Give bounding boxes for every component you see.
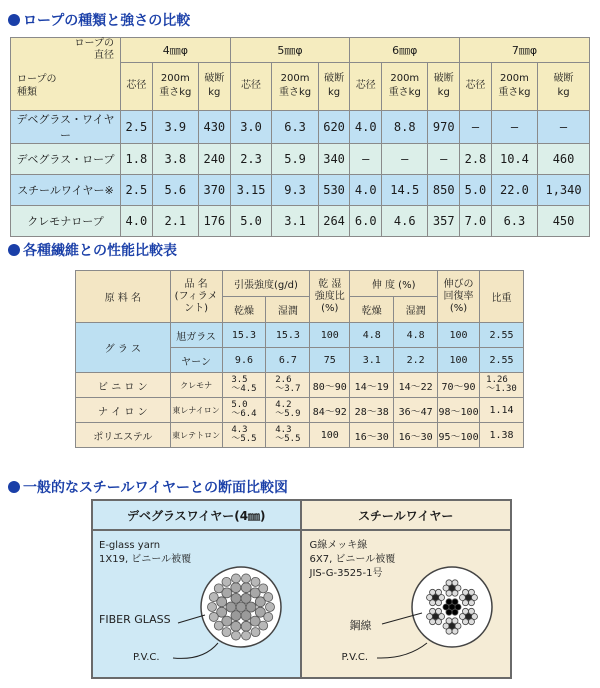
- value-cell: —: [350, 143, 382, 174]
- subheader-cell: 200m 重さkg: [382, 62, 428, 110]
- value-cell: 1.8: [121, 143, 153, 174]
- glass-wire-diagram: [93, 531, 303, 679]
- range-part: 〜1.30: [486, 384, 517, 394]
- value-cell: 3.0: [230, 110, 272, 143]
- range-part: 〜5.5: [275, 434, 301, 444]
- glass-strand: [259, 584, 268, 593]
- subheader-cell: 破断 kg: [428, 62, 460, 110]
- steel-wire: [452, 580, 458, 586]
- steel-core-label: 鋼線: [349, 619, 372, 632]
- glass-strand: [208, 603, 217, 612]
- value-cell: 1.14: [480, 398, 524, 423]
- header-product: 品 名 (フィラメント): [170, 271, 222, 323]
- glass-strand: [209, 612, 218, 621]
- glass-strand: [251, 628, 260, 637]
- steel-wire: [452, 628, 458, 634]
- glass-wire-line1: E-glass yarn: [99, 540, 161, 551]
- value-cell: 4.8: [394, 323, 438, 348]
- glass-strand: [264, 593, 273, 602]
- steel-wire: [468, 600, 474, 606]
- header-elong-dry: 乾燥: [350, 297, 394, 323]
- value-cell: 8.8: [382, 110, 428, 143]
- value-cell: 10.4: [491, 143, 537, 174]
- glass-strand: [266, 603, 275, 612]
- steel-wire: [435, 600, 441, 606]
- range-value: [231, 426, 256, 444]
- section2-heading: [8, 240, 177, 260]
- subheader-cell: 破断 kg: [198, 62, 230, 110]
- range-part: 〜4.5: [231, 384, 257, 394]
- value-cell: 3.15: [230, 174, 272, 205]
- range-cell: [222, 373, 266, 398]
- value-cell: 460: [538, 143, 590, 174]
- glass-strand: [231, 621, 241, 631]
- cross-section-figure: [91, 499, 512, 679]
- value-cell: 6.3: [272, 110, 318, 143]
- bullet-icon: [8, 481, 20, 493]
- range-part: 3.5: [231, 375, 248, 385]
- fiber-comparison-table: [75, 270, 524, 448]
- glass-strand: [241, 593, 251, 603]
- product-name: 旭ガラス: [170, 323, 222, 348]
- value-cell: 450: [538, 205, 590, 236]
- value-cell: 620: [318, 110, 350, 143]
- glass-strand: [231, 574, 240, 583]
- range-part: 〜6.4: [231, 409, 257, 419]
- glass-strand: [222, 628, 231, 637]
- value-cell: 70〜90: [438, 373, 480, 398]
- material-name: グ ラ ス: [76, 323, 171, 373]
- range-part: 1.26: [486, 375, 508, 385]
- glass-wire-panel: [93, 501, 302, 677]
- range-cell: [266, 423, 310, 448]
- steel-wire-diagram: [302, 531, 512, 679]
- steel-wire: [468, 608, 474, 614]
- range-value: [231, 376, 256, 394]
- range-cell: [480, 373, 524, 398]
- subheader-cell: 200m 重さkg: [272, 62, 318, 110]
- range-part: 〜5.9: [275, 409, 301, 419]
- section1-heading: [8, 10, 190, 30]
- value-cell: 22.0: [491, 174, 537, 205]
- header-recovery: 伸びの 回復率 (%): [438, 271, 480, 323]
- value-cell: —: [491, 110, 537, 143]
- section1-title: ロープの種類と強さの比較: [23, 13, 191, 29]
- subheader-cell: 芯径: [230, 62, 272, 110]
- value-cell: 6.7: [266, 348, 310, 373]
- value-cell: 2.2: [394, 348, 438, 373]
- steel-wire-title: スチールワイヤー: [302, 501, 511, 531]
- corner-diameter-label: ロープの 直径: [11, 38, 121, 63]
- value-cell: 16〜30: [350, 423, 394, 448]
- value-cell: 370: [198, 174, 230, 205]
- value-cell: 4.8: [350, 323, 394, 348]
- product-name: クレモナ: [170, 373, 222, 398]
- steel-wire: [452, 609, 458, 615]
- glass-strand: [251, 577, 260, 586]
- value-cell: 15.3: [222, 323, 266, 348]
- diameter-header: 4㎜φ: [121, 38, 231, 63]
- glass-strand: [264, 612, 273, 621]
- steel-wire-line2: 6X7, ビニール被覆: [309, 554, 396, 565]
- value-cell: 28〜38: [350, 398, 394, 423]
- subheader-cell: 芯径: [460, 62, 492, 110]
- value-cell: 1.38: [480, 423, 524, 448]
- value-cell: 357: [428, 205, 460, 236]
- value-cell: 176: [198, 205, 230, 236]
- bullet-icon: [8, 244, 20, 256]
- glass-strand: [214, 584, 223, 593]
- value-cell: 3.8: [152, 143, 198, 174]
- glass-strand: [222, 577, 231, 586]
- steel-wire: [452, 618, 458, 624]
- table-row: [76, 423, 524, 448]
- subheader-cell: 芯径: [350, 62, 382, 110]
- value-cell: 2.8: [460, 143, 492, 174]
- diameter-header: 5㎜φ: [230, 38, 350, 63]
- table-row: [11, 174, 590, 205]
- value-cell: 4.0: [350, 110, 382, 143]
- steel-wire: [462, 608, 468, 614]
- table-row: [11, 143, 590, 174]
- steel-wire: [435, 589, 441, 595]
- steel-wire: [435, 619, 441, 625]
- range-part: 〜3.7: [275, 384, 301, 394]
- range-value: [486, 376, 517, 394]
- value-cell: 430: [198, 110, 230, 143]
- value-cell: 4.0: [350, 174, 382, 205]
- value-cell: 84〜92: [310, 398, 350, 423]
- value-cell: 850: [428, 174, 460, 205]
- value-cell: 530: [318, 174, 350, 205]
- header-ratio: 乾 湿 強度比 (%): [310, 271, 350, 323]
- value-cell: 3.1: [272, 205, 318, 236]
- rope-name: デベグラス・ワイヤー: [11, 110, 121, 143]
- steel-wire: [446, 599, 452, 605]
- value-cell: 4.0: [121, 205, 153, 236]
- table-row: [76, 323, 524, 348]
- glass-strand: [231, 583, 241, 593]
- value-cell: 9.6: [222, 348, 266, 373]
- section3-heading: [8, 477, 288, 497]
- value-cell: 2.1: [152, 205, 198, 236]
- range-value: [275, 401, 300, 419]
- range-part: 4.3: [231, 425, 248, 435]
- header-gravity: 比重: [480, 271, 524, 323]
- glass-wire-title: デベグラスワイヤー(4㎜): [93, 501, 300, 531]
- glass-strand: [241, 621, 251, 631]
- header-elong-wet: 湿潤: [394, 297, 438, 323]
- value-cell: 14〜19: [350, 373, 394, 398]
- table-row: [76, 373, 524, 398]
- material-name: ビ ニ ロ ン: [76, 373, 171, 398]
- product-name: 東レテトロン: [170, 423, 222, 448]
- value-cell: 264: [318, 205, 350, 236]
- product-name: 東レナイロン: [170, 398, 222, 423]
- rope-name: スチールワイヤー※: [11, 174, 121, 205]
- range-part: 2.6: [275, 375, 292, 385]
- value-cell: 4.6: [382, 205, 428, 236]
- value-cell: 2.55: [480, 323, 524, 348]
- steel-wire-line1: G線メッキ線: [309, 540, 368, 551]
- diameter-header: 7㎜φ: [460, 38, 590, 63]
- steel-wire-line3: JIS-G-3525-1号: [309, 568, 383, 579]
- glass-strand: [231, 631, 240, 640]
- value-cell: 100: [438, 323, 480, 348]
- header-material: 原 料 名: [76, 271, 171, 323]
- glass-strand: [214, 621, 223, 630]
- value-cell: —: [460, 110, 492, 143]
- table-row: [76, 398, 524, 423]
- value-cell: 240: [198, 143, 230, 174]
- range-value: [275, 426, 300, 444]
- value-cell: 98〜100: [438, 398, 480, 423]
- value-cell: —: [428, 143, 460, 174]
- range-part: 4.3: [275, 425, 292, 435]
- value-cell: 5.0: [460, 174, 492, 205]
- subheader-cell: 破断 kg: [538, 62, 590, 110]
- material-name: ポリエステル: [76, 423, 171, 448]
- value-cell: 14〜22: [394, 373, 438, 398]
- table-row: [11, 110, 590, 143]
- value-cell: 100: [438, 348, 480, 373]
- glass-strand: [209, 593, 218, 602]
- header-tensile-dry: 乾燥: [222, 297, 266, 323]
- value-cell: 2.3: [230, 143, 272, 174]
- subheader-cell: 破断 kg: [318, 62, 350, 110]
- section3-title: 一般的なスチールワイヤーとの断面比較図: [23, 480, 289, 496]
- value-cell: 16〜30: [394, 423, 438, 448]
- value-cell: 1,340: [538, 174, 590, 205]
- value-cell: 2.55: [480, 348, 524, 373]
- value-cell: 5.6: [152, 174, 198, 205]
- value-cell: 7.0: [460, 205, 492, 236]
- glass-strand: [259, 621, 268, 630]
- glass-wire-line2: 1X19, ビニール被覆: [99, 554, 192, 565]
- range-cell: [222, 398, 266, 423]
- diameter-header: 6㎜φ: [350, 38, 460, 63]
- value-cell: 9.3: [272, 174, 318, 205]
- steel-wire: [435, 608, 441, 614]
- steel-wire: [446, 580, 452, 586]
- header-elongation: 伸 度 (%): [350, 271, 438, 297]
- range-part: 〜5.5: [231, 434, 257, 444]
- header-tensile-wet: 湿潤: [266, 297, 310, 323]
- range-value: [231, 401, 256, 419]
- value-cell: 3.1: [350, 348, 394, 373]
- steel-wire: [468, 619, 474, 625]
- glass-strand: [242, 631, 251, 640]
- product-name: ヤーン: [170, 348, 222, 373]
- steel-wire: [446, 618, 452, 624]
- steel-wire: [429, 589, 435, 595]
- value-cell: 95〜100: [438, 423, 480, 448]
- subheader-cell: 芯径: [121, 62, 153, 110]
- range-value: [275, 376, 300, 394]
- value-cell: —: [538, 110, 590, 143]
- glass-strand: [241, 583, 251, 593]
- corner-type-label: ロープの 種類: [11, 62, 121, 110]
- steel-wire: [452, 590, 458, 596]
- range-cell: [222, 423, 266, 448]
- rope-name: クレモナロープ: [11, 205, 121, 236]
- steel-wire: [462, 589, 468, 595]
- range-cell: [266, 398, 310, 423]
- material-name: ナ イ ロ ン: [76, 398, 171, 423]
- value-cell: 100: [310, 423, 350, 448]
- steel-wire: [452, 599, 458, 605]
- value-cell: 36〜47: [394, 398, 438, 423]
- value-cell: 6.0: [350, 205, 382, 236]
- steel-wire-panel: [302, 501, 511, 677]
- rope-strength-table: [10, 37, 590, 237]
- value-cell: —: [382, 143, 428, 174]
- value-cell: 75: [310, 348, 350, 373]
- value-cell: 6.3: [491, 205, 537, 236]
- bullet-icon: [8, 14, 20, 26]
- value-cell: 2.5: [121, 110, 153, 143]
- value-cell: 340: [318, 143, 350, 174]
- subheader-cell: 200m 重さkg: [491, 62, 537, 110]
- steel-wire: [429, 608, 435, 614]
- steel-wire: [468, 589, 474, 595]
- value-cell: 15.3: [266, 323, 310, 348]
- fiber-glass-label: FIBER GLASS: [99, 613, 171, 626]
- glass-strand: [241, 611, 251, 621]
- value-cell: 14.5: [382, 174, 428, 205]
- value-cell: 5.9: [272, 143, 318, 174]
- header-tensile: 引張強度(g/d): [222, 271, 310, 297]
- glass-strand: [231, 593, 241, 603]
- value-cell: 3.9: [152, 110, 198, 143]
- table-row: [11, 205, 590, 236]
- steel-pvc-label: P.V.C.: [341, 652, 369, 663]
- rope-name: デベグラス・ロープ: [11, 143, 121, 174]
- glass-pvc-label: P.V.C.: [133, 652, 160, 663]
- value-cell: 970: [428, 110, 460, 143]
- value-cell: 80〜90: [310, 373, 350, 398]
- subheader-cell: 200m 重さkg: [152, 62, 198, 110]
- range-cell: [266, 373, 310, 398]
- value-cell: 5.0: [230, 205, 272, 236]
- range-part: 5.0: [231, 400, 248, 410]
- value-cell: 2.5: [121, 174, 153, 205]
- value-cell: 100: [310, 323, 350, 348]
- range-part: 4.2: [275, 400, 292, 410]
- section2-title: 各種繊維との性能比較表: [23, 243, 177, 259]
- glass-strand: [242, 574, 251, 583]
